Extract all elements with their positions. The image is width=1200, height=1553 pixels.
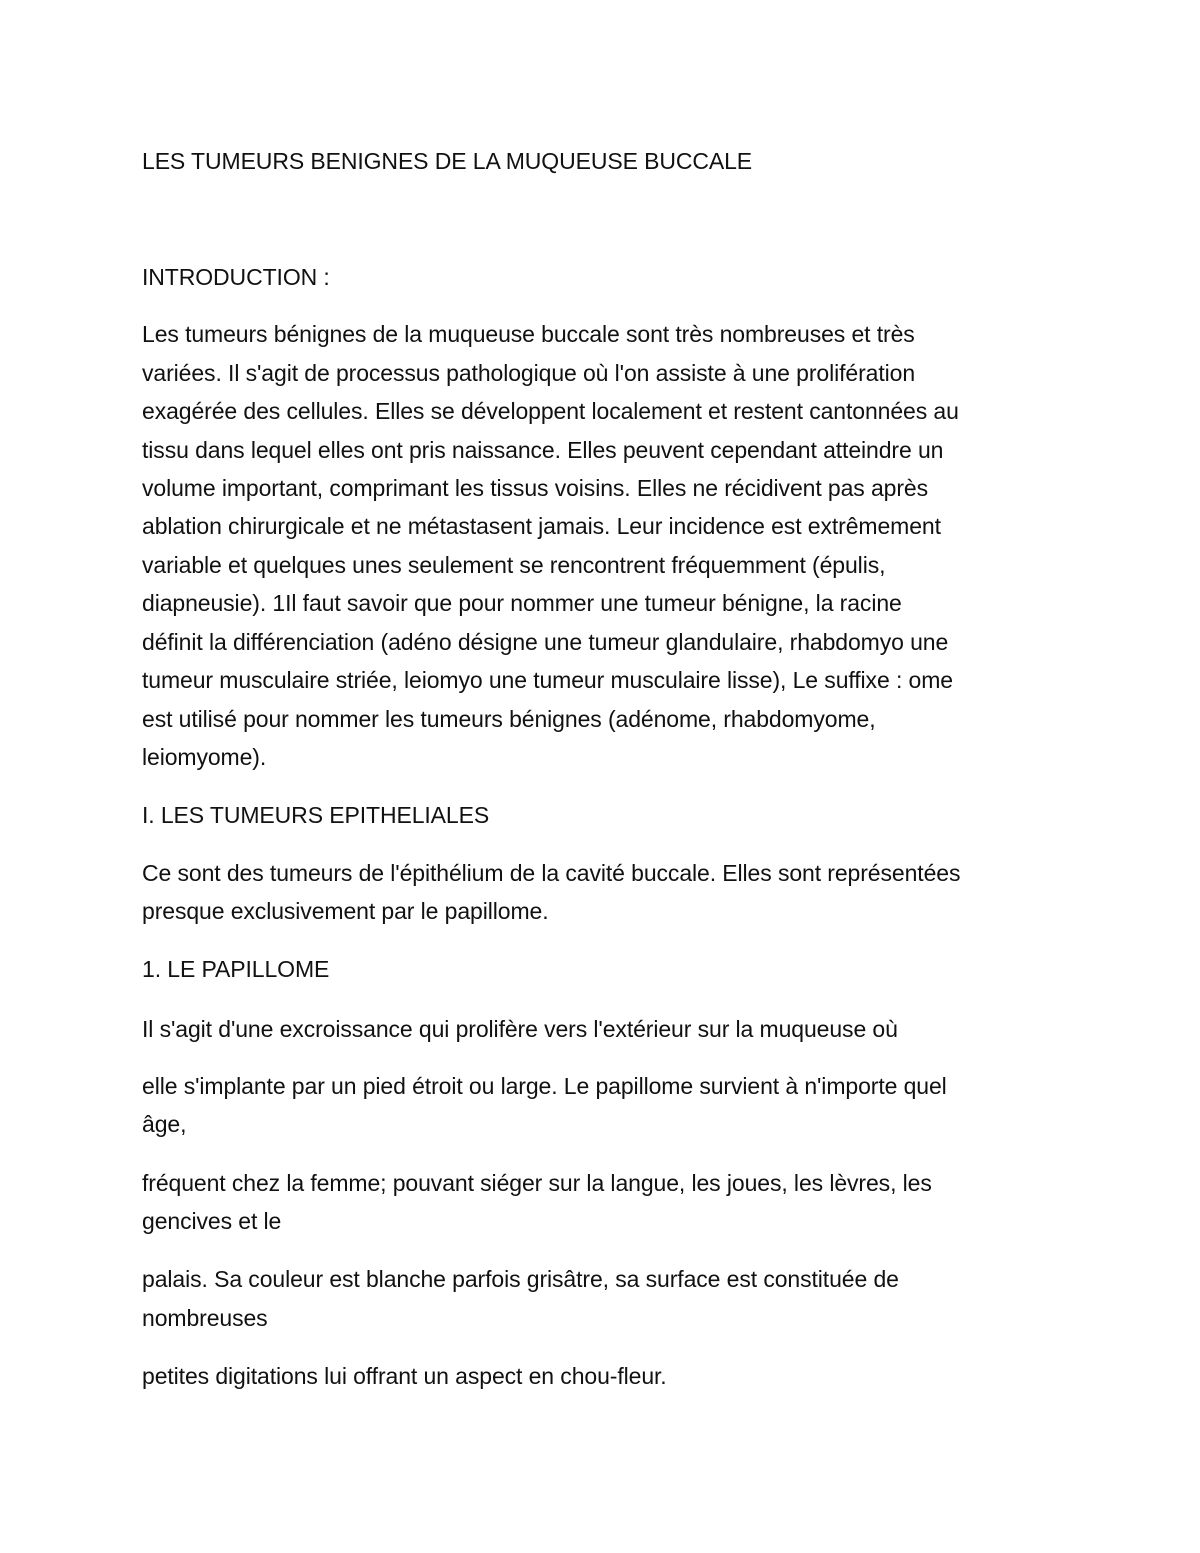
text-line: définit la différenciation (adéno désigne une tumeur glandulaire, rhabdomyo une (142, 629, 949, 655)
text-line: fréquent chez la femme; pouvant siéger sur la langue, les joues, les lèvres, les (142, 1170, 932, 1196)
text-line: variable et quelques unes seulement se rencontrent fréquemment (épulis, (142, 552, 886, 578)
papillome-paragraph-5: petites digitations lui offrant un aspect en chou-fleur. (142, 1363, 667, 1389)
section-heading-epithelial: I. LES TUMEURS EPITHELIALES (142, 802, 490, 828)
text-line: leiomyome). (142, 744, 267, 770)
text-line: palais. Sa couleur est blanche parfois grisâtre, sa surface est constituée de (142, 1266, 899, 1292)
document-title: LES TUMEURS BENIGNES DE LA MUQUEUSE BUCCALE (142, 148, 753, 174)
text-line: ablation chirurgicale et ne métastasent jamais. Leur incidence est extrêmement (142, 513, 941, 539)
papillome-paragraph-1: Il s'agit d'une excroissance qui prolifère vers l'extérieur sur la muqueuse où (142, 1016, 898, 1042)
text-line: tissu dans lequel elles ont pris naissance. Elles peuvent cependant atteindre un (142, 437, 944, 463)
text-line: nombreuses (142, 1305, 268, 1331)
text-line: Les tumeurs bénignes de la muqueuse buccale sont très nombreuses et très (142, 321, 915, 347)
text-line: variées. Il s'agit de processus pathologique où l'on assiste à une prolifération (142, 360, 916, 386)
text-line: exagérée des cellules. Elles se développent localement et restent cantonnées au (142, 398, 959, 424)
text-line: gencives et le (142, 1208, 282, 1234)
text-line: presque exclusivement par le papillome. (142, 898, 549, 924)
text-line: est utilisé pour nommer les tumeurs bénignes (adénome, rhabdomyome, (142, 706, 876, 732)
text-line: diapneusie). 1Il faut savoir que pour nommer une tumeur bénigne, la racine (142, 590, 902, 616)
text-line: Ce sont des tumeurs de l'épithélium de la cavité buccale. Elles sont représentées (142, 860, 961, 886)
text-line: elle s'implante par un pied étroit ou large. Le papillome survient à n'importe quel (142, 1073, 947, 1099)
subsection-heading-papillome: 1. LE PAPILLOME (142, 956, 330, 982)
text-line: tumeur musculaire striée, leiomyo une tumeur musculaire lisse), Le suffixe : ome (142, 667, 953, 693)
intro-heading: INTRODUCTION : (142, 264, 330, 290)
text-line: âge, (142, 1111, 187, 1137)
text-line: volume important, comprimant les tissus voisins. Elles ne récidivent pas après (142, 475, 929, 501)
